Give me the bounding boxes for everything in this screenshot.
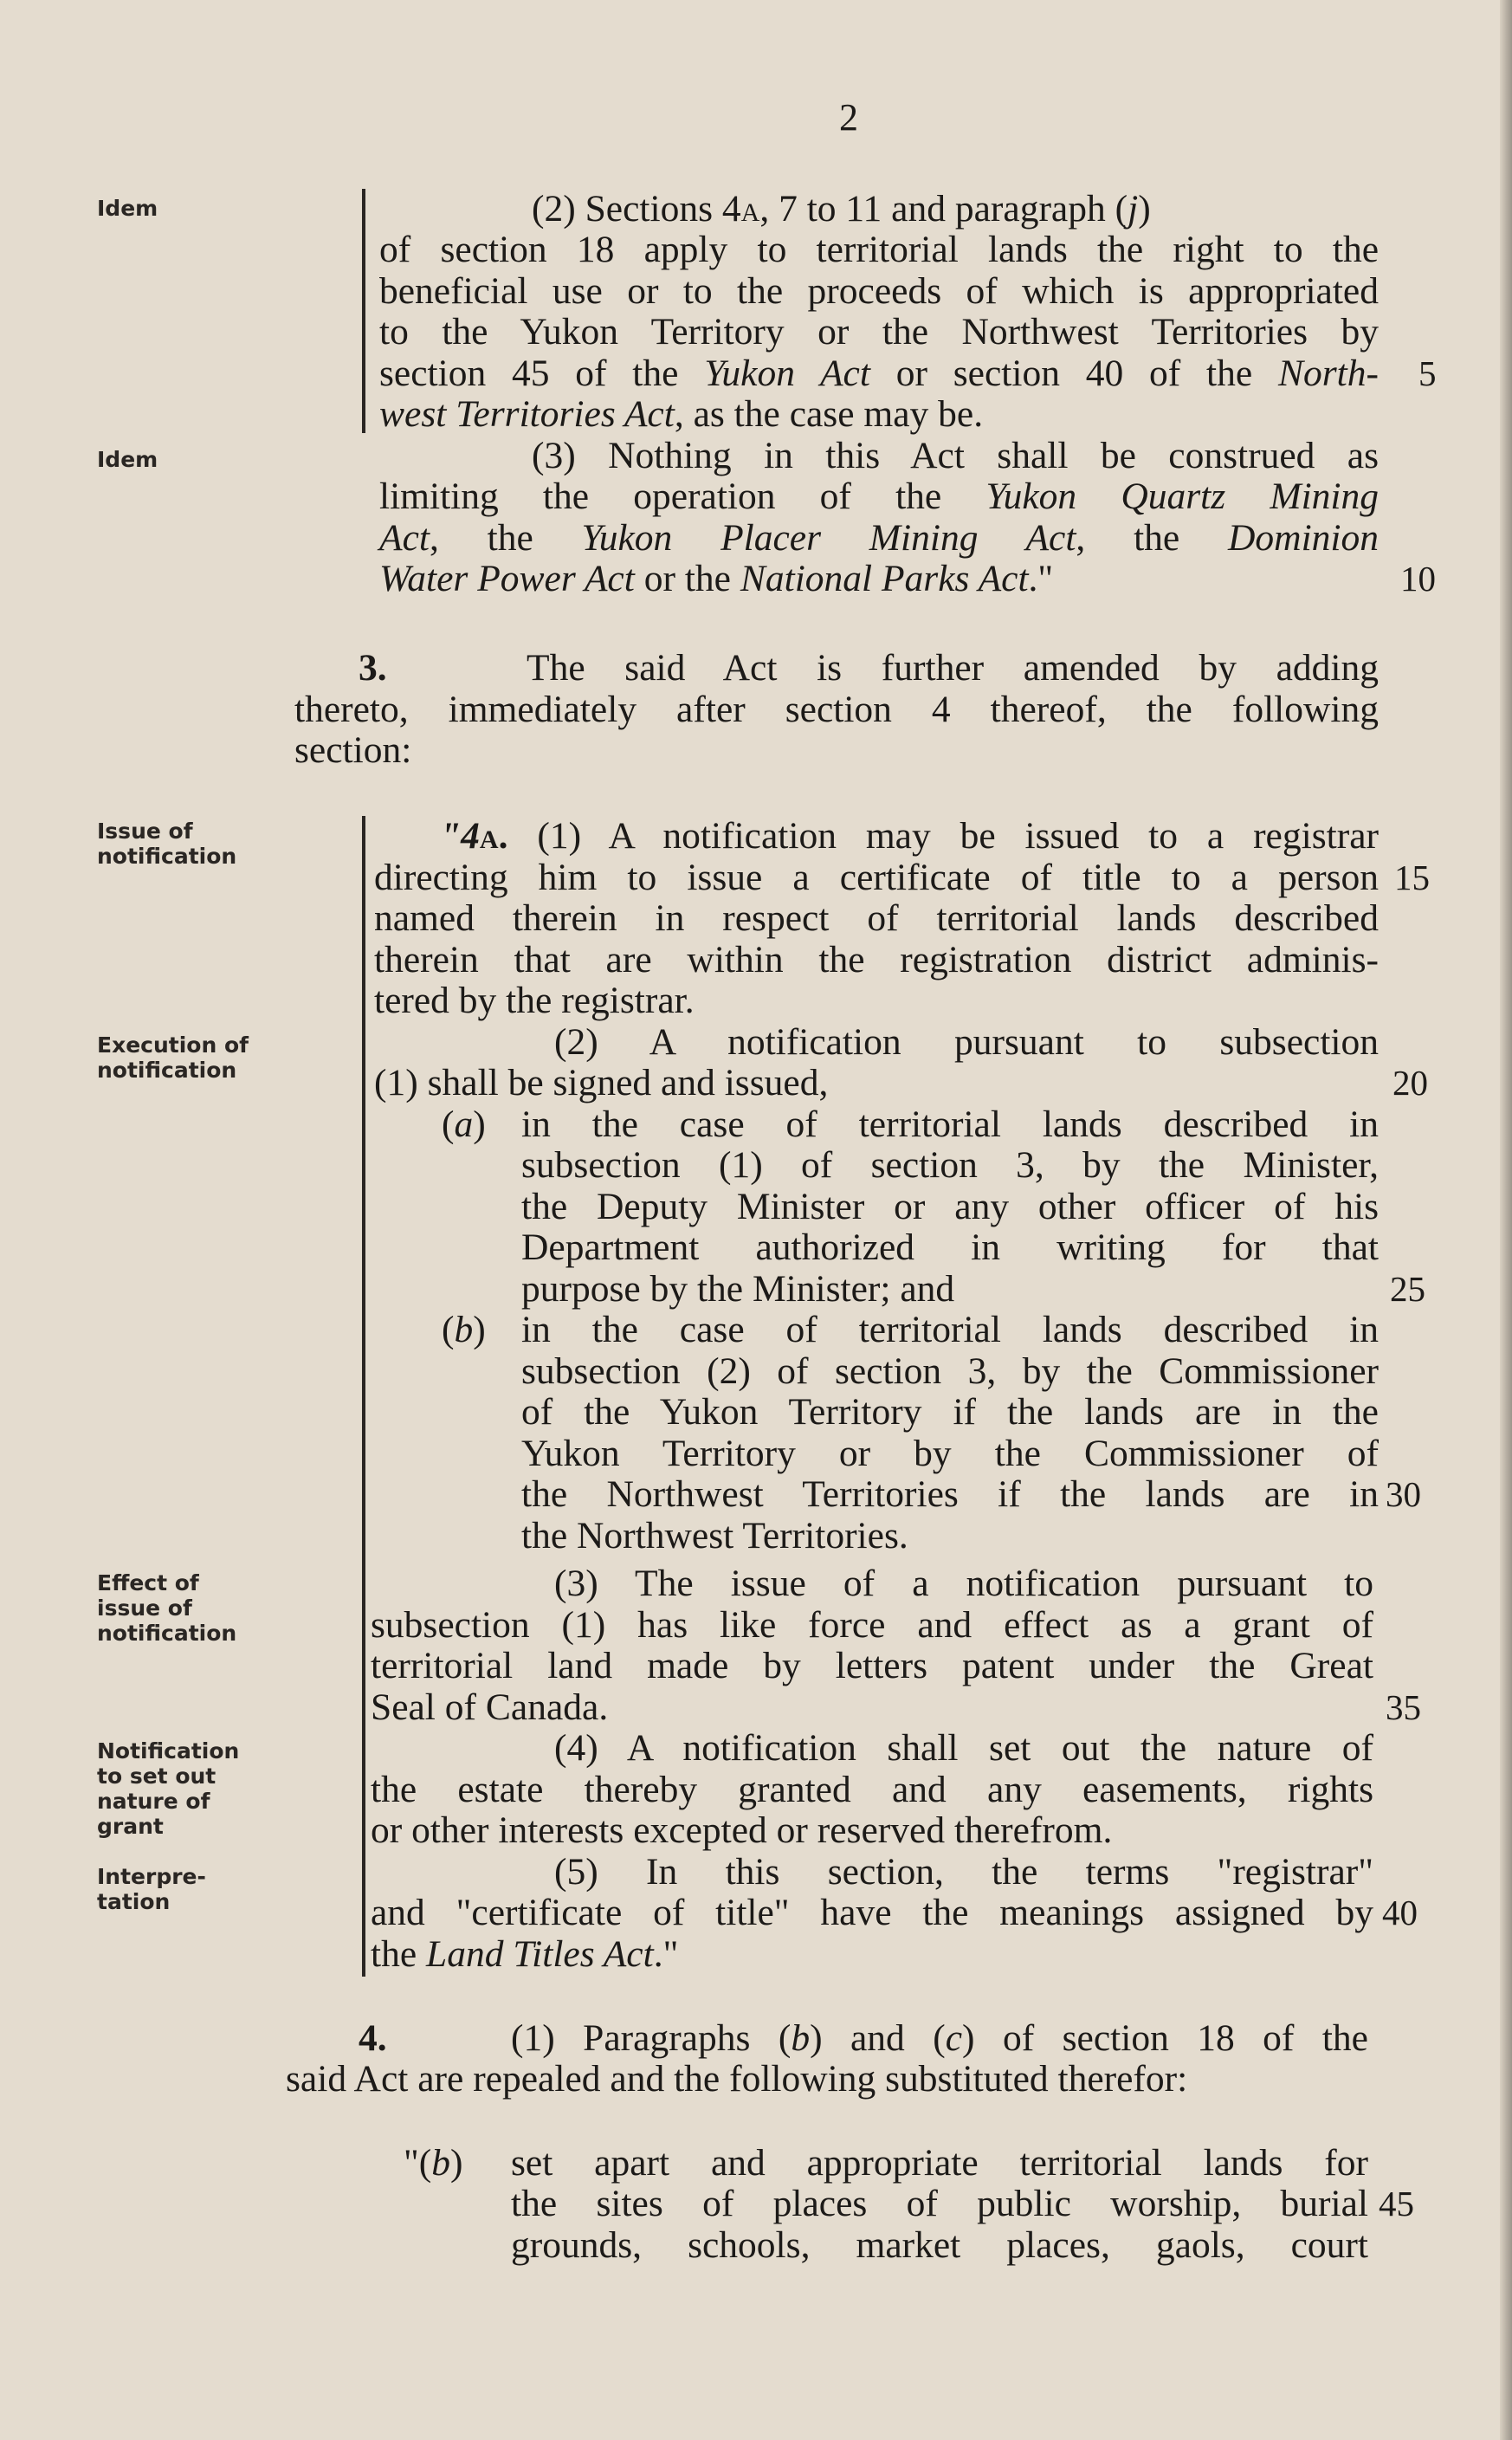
margin-note-issue-of-notification xyxy=(97,819,236,869)
text-run: (1) Paragraphs ( xyxy=(511,2017,792,2059)
text-line: named therein in respect of territorial lands described xyxy=(374,897,1379,939)
text-run: National Parks Act xyxy=(740,558,1029,599)
text-run: ( xyxy=(442,1104,455,1145)
text-line: (1) shall be signed and issued, xyxy=(374,1062,829,1104)
margin-note-line: notification xyxy=(97,1621,237,1646)
line-number: 15 xyxy=(1394,858,1430,897)
margin-note-line: tation xyxy=(97,1889,171,1914)
text-run: , the xyxy=(1076,517,1228,559)
line-number: 45 xyxy=(1379,2184,1414,2223)
line-number: 25 xyxy=(1390,1269,1425,1309)
text-run: , the xyxy=(429,517,582,559)
text-line: subsection (1) of section 3, by the Minister, xyxy=(521,1144,1379,1186)
text-line: to the Yukon Territory or the Northwest Territories by xyxy=(379,311,1379,353)
text-run: North- xyxy=(1277,353,1379,394)
text-run: ." xyxy=(653,1933,679,1975)
line-number: 5 xyxy=(1418,353,1437,393)
amendment-bar xyxy=(362,189,365,433)
text-line: of the Yukon Territory if the lands are in the xyxy=(521,1391,1379,1433)
text-line: thereto, immediately after section 4 thereof, the following xyxy=(294,689,1379,730)
text-run: ) and ( xyxy=(810,2017,946,2059)
text-line: in the case of territorial lands described in xyxy=(521,1104,1379,1145)
line-number: 35 xyxy=(1386,1687,1421,1727)
text-run: ( xyxy=(442,1309,455,1350)
text-run: , 7 to 11 and paragraph ( xyxy=(759,188,1128,230)
margin-note-line: to set out xyxy=(97,1764,216,1789)
text-run: Dominion xyxy=(1228,517,1379,559)
text-run: a xyxy=(454,1104,474,1145)
text-run: b xyxy=(431,2142,450,2184)
text-line: (5) In this section, the terms "registrar" xyxy=(554,1851,1373,1893)
margin-note-notification-nature xyxy=(97,1738,239,1839)
text-line: The said Act is further amended by adding xyxy=(527,647,1379,689)
margin-note-line: Effect of xyxy=(97,1570,199,1595)
text-run: the xyxy=(371,1933,427,1975)
margin-note-idem: Idem xyxy=(97,447,158,472)
text-run: c xyxy=(945,2017,963,2059)
text-line: set apart and appropriate territorial lands for xyxy=(511,2142,1368,2184)
text-line: subsection (2) of section 3, by the Commissioner xyxy=(521,1350,1379,1392)
text-line: the sites of places of public worship, burial xyxy=(511,2183,1368,2224)
text-line xyxy=(379,353,1379,395)
text-run: , as the case may be. xyxy=(674,393,984,435)
text-line: beneficial use or to the proceeds of which is appropriated xyxy=(379,270,1379,312)
clause-number: 4. xyxy=(359,2017,387,2059)
text-line: territorial land made by letters patent under the Great xyxy=(371,1645,1373,1686)
margin-note-line: Execution of xyxy=(97,1032,249,1058)
text-line xyxy=(371,1934,678,1976)
text-line xyxy=(379,559,1053,600)
text-run: ) xyxy=(450,2142,463,2184)
text-run: Water Power Act xyxy=(379,558,635,599)
amendment-bar xyxy=(362,816,365,1977)
text-line xyxy=(532,189,1151,230)
text-line: of section 18 apply to territorial lands the right to the xyxy=(379,229,1379,270)
text-line: grounds, schools, market places, gaols, court xyxy=(511,2224,1368,2266)
text-run: (1) A notification may be issued to a registrar xyxy=(507,815,1379,857)
paragraph-label xyxy=(442,1310,486,1351)
text-line xyxy=(511,2018,1368,2060)
text-line: in the case of territorial lands described in xyxy=(521,1309,1379,1350)
text-line: Yukon Territory or by the Commissioner of xyxy=(521,1433,1379,1474)
text-run: west Territories Act xyxy=(379,393,675,435)
margin-note-line: nature of xyxy=(97,1789,210,1814)
text-run: Act xyxy=(379,517,430,559)
text-run: j xyxy=(1128,188,1139,230)
text-line: the estate thereby granted and any easements, rights xyxy=(371,1769,1373,1810)
text-line: (3) Nothing in this Act shall be construed as xyxy=(532,435,1379,476)
text-run: Yukon Act xyxy=(704,353,870,394)
line-number: 30 xyxy=(1386,1474,1421,1514)
clause-number: 3. xyxy=(359,647,387,689)
line-number: 10 xyxy=(1400,559,1436,599)
margin-note-line: notification xyxy=(97,1058,237,1083)
text-run: ) xyxy=(473,1309,486,1350)
text-run: "( xyxy=(404,2142,432,2184)
text-line: directing him to issue a certificate of title to a person xyxy=(374,857,1379,898)
margin-note-line: notification xyxy=(97,844,237,869)
text-run: Land Titles Act xyxy=(426,1933,654,1975)
line-number: 40 xyxy=(1382,1893,1418,1932)
margin-note-idem: Idem xyxy=(97,196,158,221)
text-line: (4) A notification shall set out the nature of xyxy=(554,1727,1373,1769)
text-run: ." xyxy=(1028,558,1054,599)
page-edge xyxy=(1500,0,1512,2440)
paragraph-label xyxy=(442,1104,486,1146)
line-number: 20 xyxy=(1392,1063,1428,1103)
text-run: b xyxy=(454,1309,474,1350)
margin-note-line: Interpre- xyxy=(97,1864,206,1889)
text-line xyxy=(379,518,1379,560)
paragraph-label xyxy=(404,2143,463,2184)
text-line: (2) A notification pursuant to subsection xyxy=(554,1021,1379,1063)
text-run: Yukon Placer Mining Act xyxy=(581,517,1076,559)
text-line: or other interests excepted or reserved therefrom. xyxy=(371,1809,1113,1851)
text-run: ) xyxy=(1138,188,1151,230)
text-run: or the xyxy=(634,558,740,599)
text-line: Seal of Canada. xyxy=(371,1686,609,1728)
margin-note-line: Issue of xyxy=(97,819,193,844)
text-line: tered by the registrar. xyxy=(374,980,695,1021)
page-number: 2 xyxy=(839,96,858,139)
text-line: subsection (1) has like force and effect as a grant of xyxy=(371,1604,1373,1646)
text-line: section: xyxy=(294,729,412,771)
text-run: or section 40 of the xyxy=(869,353,1278,394)
text-line xyxy=(379,476,1379,518)
section-heading: "4 xyxy=(440,815,480,857)
margin-note-line: Notification xyxy=(97,1738,240,1764)
section-heading: a xyxy=(479,815,499,857)
text-line: the Deputy Minister or any other officer of his xyxy=(521,1186,1379,1227)
text-line: and "certificate of title" have the meanings assigned by xyxy=(371,1892,1373,1933)
text-line: (3) The issue of a notification pursuant to xyxy=(554,1563,1373,1604)
text-line: Department authorized in writing for that xyxy=(521,1226,1379,1268)
margin-note-execution-of-notification xyxy=(97,1032,249,1083)
text-run: (2) Sections 4 xyxy=(532,188,741,230)
text-line: the Northwest Territories. xyxy=(521,1515,908,1557)
text-run: section 45 of the xyxy=(379,353,705,394)
text-line xyxy=(440,816,1379,858)
margin-note-line: grant xyxy=(97,1814,164,1839)
text-line xyxy=(379,394,983,436)
text-run: ) xyxy=(473,1104,486,1145)
text-run: Yukon Quartz Mining xyxy=(985,476,1379,517)
text-line: said Act are repealed and the following substituted therefor: xyxy=(286,2058,1188,2100)
margin-note-line: issue of xyxy=(97,1595,192,1621)
text-line: purpose by the Minister; and xyxy=(521,1268,955,1310)
text-run: a xyxy=(740,188,760,230)
margin-note-effect-of-issue xyxy=(97,1570,236,1646)
margin-note-interpretation xyxy=(97,1864,206,1914)
section-heading: . xyxy=(498,815,508,857)
text-run: limiting the operation of the xyxy=(379,476,986,517)
text-run: ) of section 18 of the xyxy=(962,2017,1368,2059)
text-line: the Northwest Territories if the lands are in xyxy=(521,1473,1379,1515)
text-run: b xyxy=(791,2017,811,2059)
text-line: therein that are within the registration district adminis- xyxy=(374,939,1379,981)
